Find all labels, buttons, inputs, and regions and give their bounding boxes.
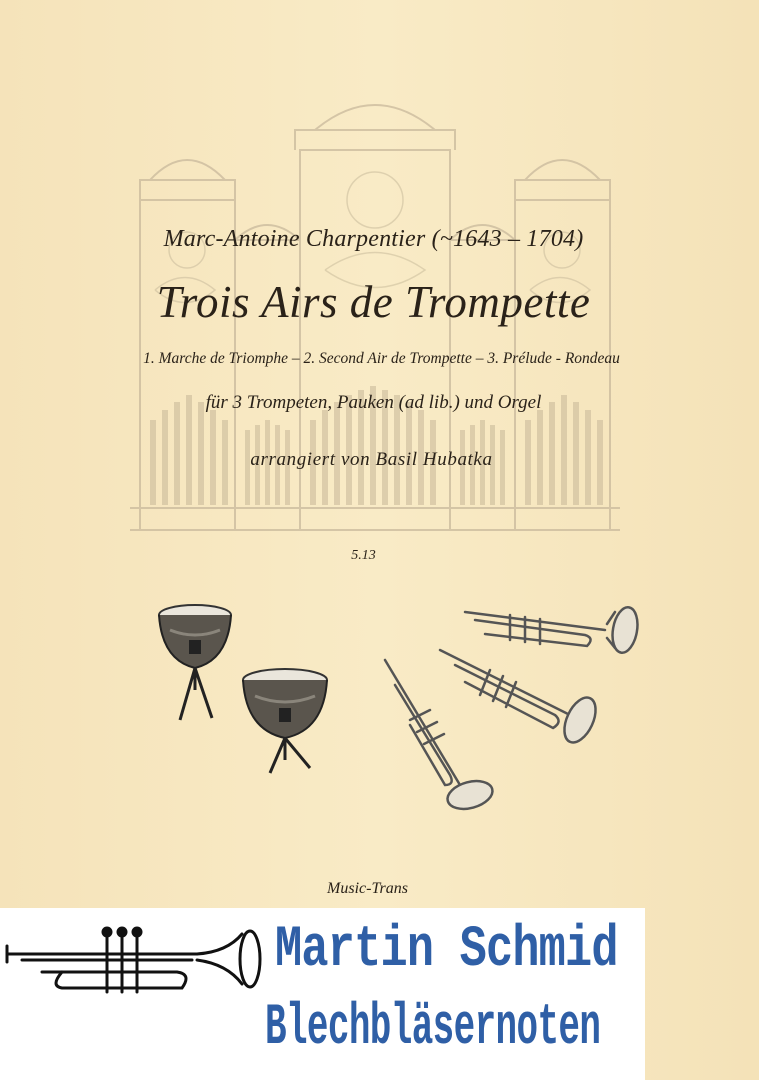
movements-line: 1. Marche de Triomphe – 2. Second Air de Trompette – 3. Prélude - Rondeau [143, 350, 620, 367]
instrumentation-line: für 3 Trompeten, Pauken (ad lib.) und Orgel [205, 392, 542, 413]
arranger-line: arrangiert von Basil Hubatka [250, 449, 493, 470]
trumpet-logo-icon [2, 914, 272, 1014]
catalog-number: 5.13 [351, 548, 376, 563]
title: Trois Airs de Trompette [156, 277, 591, 327]
composer-line: Marc-Antoine Charpentier (~1643 – 1704) [163, 226, 584, 252]
timpani-illustration [150, 590, 360, 780]
publisher-logo-text: Music-Trans [327, 880, 408, 897]
trumpets-illustration [375, 590, 655, 820]
banner-subtitle: Blechbläsernoten [265, 996, 601, 1061]
banner-title: Martin Schmid [275, 918, 618, 983]
retailer-banner [0, 908, 645, 1080]
